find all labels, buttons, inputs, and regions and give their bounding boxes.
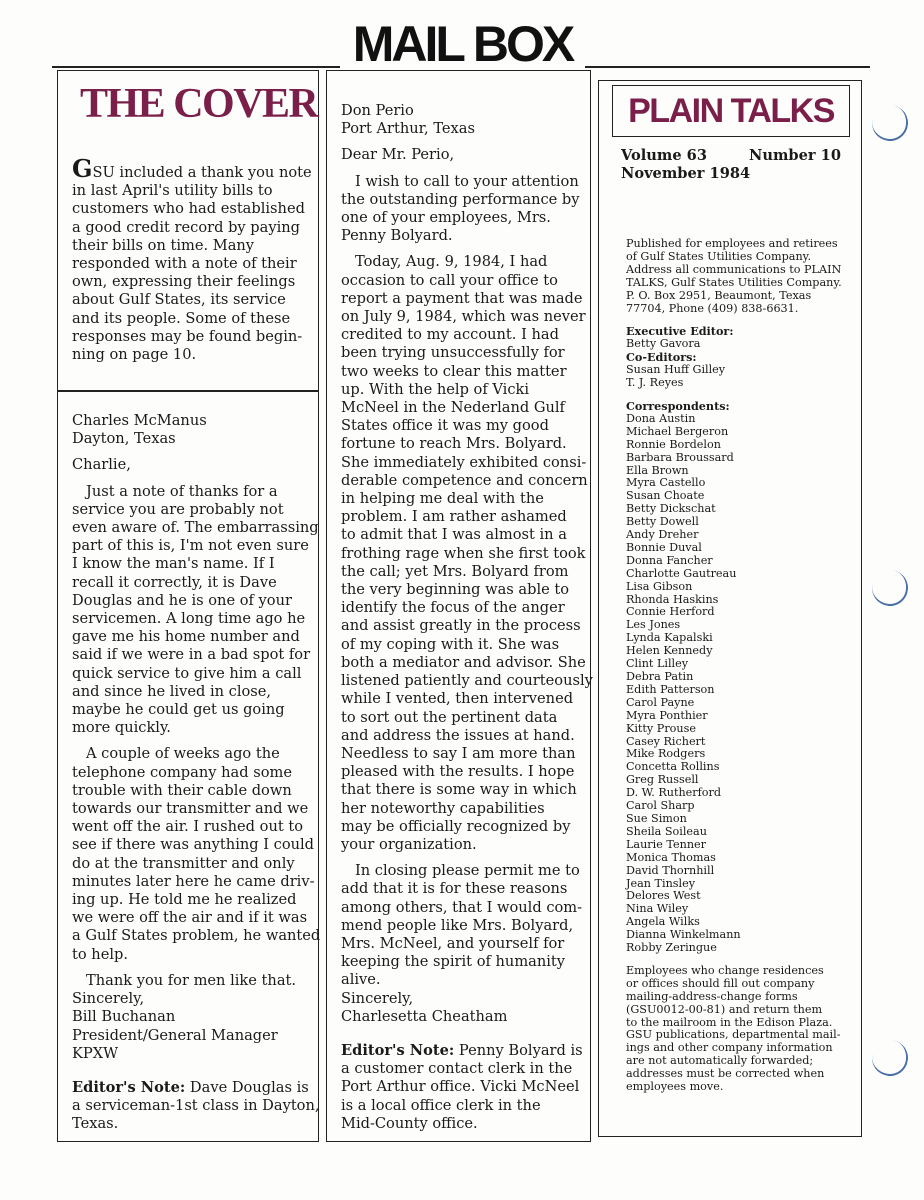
text-line: the outstanding performance by bbox=[341, 190, 580, 208]
text-line: Carol Payne bbox=[626, 695, 695, 709]
text-line: I wish to call to your attention bbox=[355, 172, 579, 190]
text-line: Debra Patin bbox=[626, 670, 694, 683]
text-line: Needless to say I am more than bbox=[341, 744, 576, 762]
text-line: Jean Tinsley bbox=[626, 876, 696, 890]
text-line: towards our transmitter and we bbox=[72, 800, 309, 818]
text-line: alive. bbox=[341, 971, 381, 989]
text-line: to admit that I was almost in a bbox=[341, 526, 567, 544]
paragraph bbox=[341, 173, 593, 246]
note-text: Penny Bolyard is bbox=[454, 1041, 583, 1059]
text-line: servicemen. A long time ago he bbox=[72, 610, 306, 628]
paragraph bbox=[341, 102, 593, 138]
text-line: Thank you for men like that. bbox=[86, 971, 297, 989]
address-change-note bbox=[626, 965, 842, 1094]
text-line: P. O. Box 2951, Beaumont, Texas bbox=[626, 288, 812, 302]
text-line: Myra Ponthier bbox=[626, 708, 708, 722]
text-line: Port Arthur office. Vicki McNeel bbox=[341, 1078, 580, 1096]
text-line: quick service to give him a call bbox=[72, 664, 302, 682]
text-line: service you are probably not bbox=[72, 500, 284, 518]
text-line: Nina Wiley bbox=[626, 902, 689, 916]
binder-hole bbox=[869, 102, 911, 144]
editors bbox=[626, 325, 842, 390]
text-line: Betty Dowell bbox=[626, 515, 699, 529]
text-line: and since he lived in close, bbox=[72, 682, 272, 700]
text-line: may be officially recognized by bbox=[341, 817, 571, 835]
text-line: Kitty Prouse bbox=[626, 721, 696, 735]
role-label: Co-Editors: bbox=[626, 350, 697, 365]
text-line: Mid-County office. bbox=[341, 1114, 478, 1132]
paragraph bbox=[72, 972, 320, 1063]
text-line: ning on page 10. bbox=[72, 346, 197, 364]
cover-divider bbox=[57, 390, 319, 392]
text-line: her noteworthy capabilities bbox=[341, 799, 545, 817]
text-line: Ronnie Bordelon bbox=[626, 437, 721, 451]
text-line: among others, that I would com- bbox=[341, 898, 583, 916]
text-line: Sincerely, bbox=[341, 989, 414, 1007]
text-line: the call; yet Mrs. Bolyard from bbox=[341, 562, 569, 580]
text-line: Michael Bergeron bbox=[626, 424, 729, 438]
text-line: ings and other company information bbox=[626, 1041, 833, 1055]
text-line: Barbara Broussard bbox=[626, 450, 734, 464]
text-line: Address all communications to PLAIN bbox=[626, 262, 842, 276]
text-line: Just a note of thanks for a bbox=[86, 482, 278, 500]
text-line: (GSU0012-00-81) and return them bbox=[626, 1002, 823, 1016]
editor-name: Betty Gavora bbox=[626, 337, 701, 351]
text-line: about Gulf States, its service bbox=[72, 291, 286, 309]
text-line: in helping me deal with the bbox=[341, 490, 544, 508]
plain-talks-logo: PLAIN TALKS bbox=[628, 92, 834, 130]
text-line: Donna Fancher bbox=[626, 553, 713, 567]
text-line: report a payment that was made bbox=[341, 289, 583, 307]
header-rule-right bbox=[585, 66, 870, 68]
text-line: own, expressing their feelings bbox=[72, 273, 296, 291]
text-line: Charlie, bbox=[72, 456, 131, 474]
text-line: while I vented, then intervened bbox=[341, 690, 574, 708]
text-line: a Gulf States problem, he wanted bbox=[72, 927, 321, 945]
text-line: of Gulf States Utilities Company. bbox=[626, 249, 812, 263]
text-line: customers who had established bbox=[72, 200, 305, 218]
paragraph bbox=[72, 483, 320, 738]
issue-number: Number 10 bbox=[749, 147, 841, 164]
text-line: She immediately exhibited consi- bbox=[341, 453, 587, 471]
text-line: both a mediator and advisor. She bbox=[341, 653, 586, 671]
issue-info bbox=[621, 147, 841, 183]
paragraph bbox=[72, 456, 320, 474]
text-line: Les Jones bbox=[626, 618, 681, 632]
text-line: trouble with their cable down bbox=[72, 781, 292, 799]
text-line: SU included a thank you note bbox=[92, 164, 312, 181]
text-line: are not automatically forwarded; bbox=[626, 1054, 814, 1068]
text-line: Sheila Soileau bbox=[626, 824, 707, 838]
text-line: of my coping with it. She was bbox=[341, 635, 560, 653]
text-line: Employees who change residences bbox=[626, 963, 824, 977]
text-line: Myra Castello bbox=[626, 476, 706, 490]
cover-heading: THE COVER bbox=[80, 81, 318, 127]
letter-buchanan bbox=[72, 412, 320, 1142]
text-line: David Thornhill bbox=[626, 863, 715, 877]
paragraph bbox=[341, 253, 593, 854]
text-line: Susan Choate bbox=[626, 489, 705, 503]
text-line: in last April's utility bills to bbox=[72, 182, 273, 200]
binder-hole bbox=[869, 1037, 911, 1079]
text-line: Charlotte Gautreau bbox=[626, 566, 737, 580]
editors-note bbox=[341, 1042, 593, 1133]
text-line: Bill Buchanan bbox=[72, 1008, 176, 1026]
paragraph bbox=[341, 862, 593, 1026]
paragraph bbox=[72, 745, 320, 963]
text-line: frothing rage when she first took bbox=[341, 544, 586, 562]
text-line: In closing please permit me to bbox=[355, 862, 580, 880]
text-line: to sort out the pertinent data bbox=[341, 708, 558, 726]
text-line: Today, Aug. 9, 1984, I had bbox=[355, 253, 548, 271]
text-line: a good credit record by paying bbox=[72, 218, 300, 236]
text-line: Dona Austin bbox=[626, 411, 696, 425]
text-line: Rhonda Haskins bbox=[626, 592, 719, 606]
text-line: add that it is for these reasons bbox=[341, 880, 568, 898]
text-line: Texas. bbox=[72, 1115, 119, 1133]
text-line: Monica Thomas bbox=[626, 850, 716, 864]
text-line: Bonnie Duval bbox=[626, 540, 702, 554]
text-line: and assist greatly in the process bbox=[341, 617, 581, 635]
publication-info bbox=[626, 238, 842, 315]
text-line: been trying unsuccessfully for bbox=[341, 344, 565, 362]
editors-note bbox=[72, 1079, 320, 1134]
text-line: Douglas and he is one of your bbox=[72, 591, 292, 609]
text-line: I know the man's name. If I bbox=[72, 555, 275, 573]
text-line: Edith Patterson bbox=[626, 682, 715, 696]
text-line: Robby Zeringue bbox=[626, 941, 717, 955]
text-line: is a local office clerk in the bbox=[341, 1096, 541, 1114]
text-line: that there is some way in which bbox=[341, 781, 577, 799]
text-line: addresses must be corrected when bbox=[626, 1067, 825, 1081]
text-line: 77704, Phone (409) 838-6631. bbox=[626, 301, 799, 315]
paragraph bbox=[72, 412, 320, 448]
text-line: Penny Bolyard. bbox=[341, 227, 453, 245]
text-line: responded with a note of their bbox=[72, 255, 297, 273]
text-line: Mrs. McNeel, and yourself for bbox=[341, 934, 565, 952]
text-line: on July 9, 1984, which was never bbox=[341, 308, 586, 326]
text-line: went off the air. I rushed out to bbox=[72, 818, 304, 836]
text-line: we were off the air and if it was bbox=[72, 909, 308, 927]
text-line: Clint Lilley bbox=[626, 657, 689, 671]
cover-first-line bbox=[72, 154, 312, 183]
text-line: Dayton, Texas bbox=[72, 430, 176, 448]
text-line: mend people like Mrs. Bolyard, bbox=[341, 916, 574, 934]
volume: Volume 63 bbox=[621, 147, 707, 164]
text-line: Port Arthur, Texas bbox=[341, 120, 475, 138]
text-line: to help. bbox=[72, 945, 128, 963]
text-line: and address the issues at hand. bbox=[341, 726, 575, 744]
text-line: employees move. bbox=[626, 1080, 724, 1094]
text-line: recall it correctly, it is Dave bbox=[72, 573, 277, 591]
text-line: Ella Brown bbox=[626, 463, 689, 477]
text-line: Angela Wilks bbox=[626, 915, 700, 929]
text-line: even aware of. The embarrassing bbox=[72, 519, 319, 537]
text-line: Charles McManus bbox=[72, 412, 207, 429]
text-line: Concetta Rollins bbox=[626, 760, 720, 774]
logo-box bbox=[612, 85, 850, 137]
correspondents bbox=[626, 400, 842, 955]
issue-date: November 1984 bbox=[621, 165, 751, 183]
text-line: more quickly. bbox=[72, 719, 171, 737]
letter-cheatham bbox=[341, 102, 593, 1141]
note-text: Dave Douglas is bbox=[185, 1078, 309, 1096]
text-line: minutes later here he came driv- bbox=[72, 872, 315, 890]
text-line: see if there was anything I could bbox=[72, 836, 315, 854]
text-line: KPXW bbox=[72, 1044, 119, 1062]
text-line: States office it was my good bbox=[341, 417, 549, 435]
text-line: their bills on time. Many bbox=[72, 236, 255, 254]
text-line: Laurie Tenner bbox=[626, 837, 706, 851]
text-line: Sincerely, bbox=[72, 990, 145, 1008]
text-line: Greg Russell bbox=[626, 773, 699, 787]
text-line: Published for employees and retirees bbox=[626, 237, 838, 250]
role-label: Executive Editor: bbox=[626, 324, 734, 339]
text-line: Mike Rodgers bbox=[626, 747, 706, 761]
section-title: MAIL BOX bbox=[352, 16, 573, 72]
text-line: Carol Sharp bbox=[626, 799, 695, 813]
text-line: up. With the help of Vicki bbox=[341, 380, 530, 398]
text-line: part of this is, I'm not even sure bbox=[72, 537, 309, 555]
text-line: a serviceman-1st class in Dayton, bbox=[72, 1097, 320, 1115]
text-line: Connie Herford bbox=[626, 605, 715, 619]
text-line: gave me his home number and bbox=[72, 628, 300, 646]
text-line bbox=[341, 1042, 593, 1060]
text-line: McNeel in the Nederland Gulf bbox=[341, 399, 565, 417]
text-line: pleased with the results. I hope bbox=[341, 763, 575, 781]
text-line: and its people. Some of these bbox=[72, 309, 291, 327]
text-line: Don Perio bbox=[341, 102, 414, 119]
text-line: listened patiently and courteously bbox=[341, 672, 593, 690]
text-line: Charlesetta Cheatham bbox=[341, 1007, 508, 1025]
text-line: A couple of weeks ago the bbox=[86, 745, 280, 763]
text-line: D. W. Rutherford bbox=[626, 786, 722, 800]
text-line: occasion to call your office to bbox=[341, 271, 558, 289]
text-line: Delores West bbox=[626, 889, 701, 903]
text-line: credited to my account. I had bbox=[341, 326, 559, 344]
text-line: T. J. Reyes bbox=[626, 376, 684, 390]
text-line: Lisa Gibson bbox=[626, 579, 693, 593]
text-line: GSU publications, departmental mail- bbox=[626, 1028, 841, 1042]
text-line: maybe he could get us going bbox=[72, 701, 285, 719]
note-label: Editor's Note: bbox=[341, 1041, 455, 1059]
header-rule-left bbox=[52, 66, 340, 68]
text-line: Andy Dreher bbox=[626, 528, 699, 542]
text-line: telephone company had some bbox=[72, 763, 292, 781]
text-line: problem. I am rather ashamed bbox=[341, 508, 567, 526]
text-line: fortune to reach Mrs. Bolyard. bbox=[341, 435, 567, 453]
text-line: Betty Dickschat bbox=[626, 502, 716, 516]
paragraph bbox=[341, 146, 593, 164]
text-line: the very beginning was able to bbox=[341, 581, 570, 599]
text-line: two weeks to clear this matter bbox=[341, 362, 567, 380]
binder-hole bbox=[869, 567, 911, 609]
staff-listing bbox=[626, 238, 842, 1104]
text-line: Lynda Kapalski bbox=[626, 631, 713, 645]
text-line bbox=[72, 1079, 320, 1097]
text-line: Dear Mr. Perio, bbox=[341, 146, 455, 164]
text-line: ing up. He told me he realized bbox=[72, 891, 297, 909]
text-line: responses may be found begin- bbox=[72, 327, 303, 345]
text-line: derable competence and concern bbox=[341, 471, 588, 489]
text-line: President/General Manager bbox=[72, 1026, 278, 1044]
text-line: to the mailroom in the Edison Plaza. bbox=[626, 1015, 833, 1029]
text-line: mailing-address-change forms bbox=[626, 989, 798, 1003]
text-line: your organization. bbox=[341, 835, 477, 853]
text-line: keeping the spirit of humanity bbox=[341, 953, 566, 971]
text-line: Sue Simon bbox=[626, 811, 687, 825]
text-line: Casey Richert bbox=[626, 734, 706, 748]
text-line: or offices should fill out company bbox=[626, 976, 815, 990]
text-line: a customer contact clerk in the bbox=[341, 1060, 573, 1078]
text-line: Helen Kennedy bbox=[626, 644, 713, 658]
text-line: Susan Huff Gilley bbox=[626, 363, 726, 377]
note-label: Editor's Note: bbox=[72, 1078, 186, 1096]
text-line: TALKS, Gulf States Utilities Company. bbox=[626, 275, 842, 289]
text-line: said if we were in a bad spot for bbox=[72, 646, 311, 664]
text-line: Dianna Winkelmann bbox=[626, 928, 741, 942]
text-line: do at the transmitter and only bbox=[72, 854, 295, 872]
drop-cap: G bbox=[72, 154, 93, 183]
role-label: Correspondents: bbox=[626, 398, 730, 413]
cover-text bbox=[72, 154, 312, 364]
text-line: one of your employees, Mrs. bbox=[341, 209, 551, 227]
text-line: identify the focus of the anger bbox=[341, 599, 565, 617]
